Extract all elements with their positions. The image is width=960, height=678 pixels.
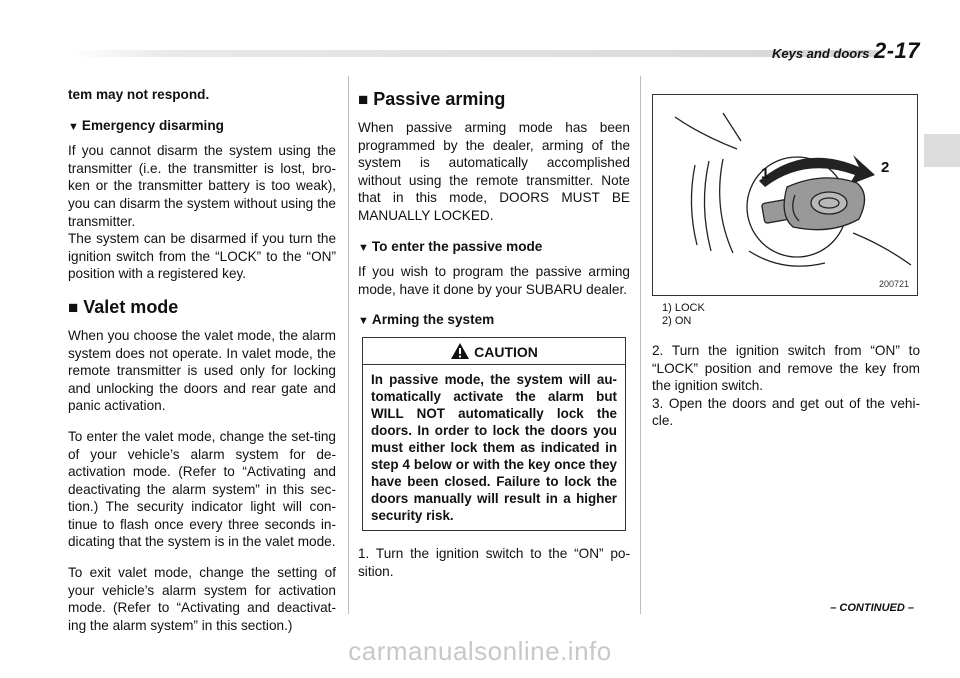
page-header <box>772 38 920 64</box>
step-3: 3. Open the doors and get out of the vehi-cle. <box>652 395 920 429</box>
valet-paragraph-2: To enter the valet mode, change the set-ting of your vehicle’s alarm system for de-activation mode. (Refer to “Activating and deactivating the alarm system” in this sec-tion.) The security indicator light will con-tinue to flash once every three seconds in-dicating that the system is in the valet mode. <box>68 428 336 550</box>
enter-passive-heading: ▼ To enter the passive mode <box>358 238 543 254</box>
triangle-bullet-icon: ▼ <box>68 120 79 133</box>
arming-heading: ▼ Arming the system <box>358 312 495 328</box>
caution-box <box>362 337 626 531</box>
step-2: 2. Turn the ignition switch from “ON” to “LOCK” position and remove the key from the ignition switch. <box>652 343 920 394</box>
column-2 <box>358 86 630 593</box>
section-title: Keys and doors <box>771 46 870 61</box>
ignition-key-illustration <box>653 95 917 295</box>
figure-label-2: 2 <box>881 159 890 176</box>
figure-label-1: 1 <box>761 165 770 182</box>
chapter-tab <box>924 134 960 167</box>
figure-caption <box>662 302 920 328</box>
caution-text: In passive mode, the system will au-tomatically activate the alarm but WILL NOT automatically lock the doors. In order to lock the doors you must either lock them as indicated in step 4 below or with the key once they have been closed. Failure to lock the doors manually will result in a higher security risk. <box>371 371 617 523</box>
column-3 <box>652 86 920 443</box>
continued-label: – CONTINUED – <box>830 602 914 614</box>
column-1 <box>68 86 336 647</box>
valet-paragraph-1: When you choose the valet mode, the alarm system does not operate. In valet mode, the remote transmitter is used only for locking and unlocking the doors and rear gate and panic activation. <box>68 327 336 414</box>
warning-triangle-icon <box>450 342 470 360</box>
caption-on: 2) ON <box>662 315 692 327</box>
triangle-bullet-icon: ▼ <box>358 315 369 328</box>
square-bullet-icon: ■ <box>68 297 79 317</box>
caption-lock: 1) LOCK <box>662 302 705 314</box>
passive-paragraph: When passive arming mode has been programmed by the dealer, arming of the system is automatically accomplished without using the remote transmitter. Note that in this mode, DOORS MUST BE MANUALLY LOCKED. <box>358 120 630 223</box>
column-divider <box>640 76 641 614</box>
square-bullet-icon: ■ <box>358 90 369 109</box>
column-divider <box>348 76 349 614</box>
watermark: carmanualsonline.info <box>348 636 612 666</box>
valet-heading: ■ Valet mode <box>68 296 179 317</box>
emergency-paragraph-1: If you cannot disarm the system using the transmitter (i.e. the transmitter is lost, bro-ken or the transmitter battery is too weak), you can disarm the system without using the transmitter. <box>68 143 336 229</box>
figure-number: 200721 <box>878 279 909 289</box>
emergency-heading: ▼ Emergency disarming <box>68 117 224 133</box>
caution-title: CAUTION <box>474 343 538 360</box>
triangle-bullet-icon: ▼ <box>358 241 369 254</box>
step-1: 1. Turn the ignition switch to the “ON” po-sition. <box>358 545 630 579</box>
valet-paragraph-3: To exit valet mode, change the setting of your vehicle’s alarm system for activation mode. (Refer to “Activating and deactivat-ing the alarm system” in this section.) <box>68 565 336 633</box>
enter-passive-paragraph: If you wish to program the passive arming mode, have it done by your SUBARU dealer. <box>358 264 630 297</box>
passive-heading: ■ Passive arming <box>358 89 506 109</box>
caution-header <box>363 338 625 365</box>
emergency-paragraph-2: The system can be disarmed if you turn the ignition switch from the “LOCK” to the “ON” position with a registered key. <box>68 231 336 282</box>
header-rule <box>70 50 878 57</box>
intro-text: tem may not respond. <box>68 87 210 102</box>
ignition-figure <box>652 94 918 296</box>
page-number: 2-17 <box>873 38 920 63</box>
